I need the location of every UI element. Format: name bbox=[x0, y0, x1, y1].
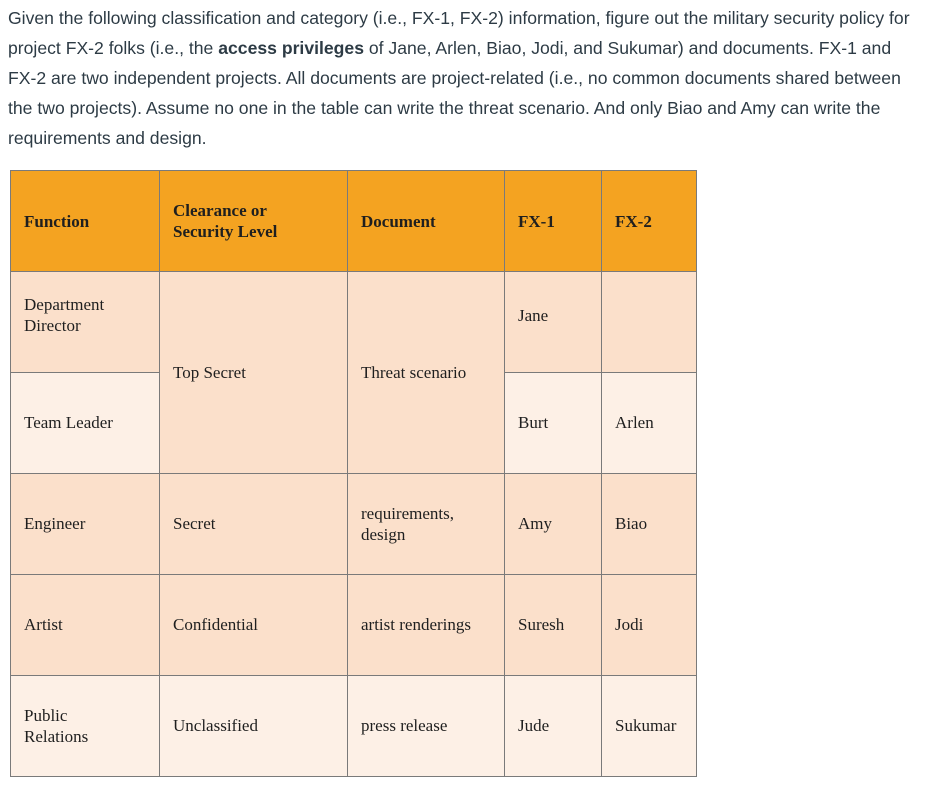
fx1-cell: Burt bbox=[505, 373, 602, 474]
security-table bbox=[10, 170, 697, 777]
table-row bbox=[11, 474, 697, 575]
document-line1: requirements, bbox=[361, 504, 454, 523]
function-cell: Artist bbox=[11, 575, 160, 676]
function-cell bbox=[11, 272, 160, 373]
fx1-cell: Jude bbox=[505, 676, 602, 777]
document-cell-merged: Threat scenario bbox=[348, 272, 505, 474]
clearance-cell: Unclassified bbox=[160, 676, 348, 777]
fx1-cell: Amy bbox=[505, 474, 602, 575]
header-fx2: FX-2 bbox=[602, 171, 697, 272]
header-fx1: FX-1 bbox=[505, 171, 602, 272]
function-line1: Public bbox=[24, 706, 68, 725]
header-row bbox=[11, 171, 697, 272]
question-bold-phrase: access privileges bbox=[218, 38, 364, 58]
document-line2: design bbox=[361, 525, 406, 544]
table-row bbox=[11, 272, 697, 373]
document-cell: press release bbox=[348, 676, 505, 777]
fx2-cell: Sukumar bbox=[602, 676, 697, 777]
header-clearance bbox=[160, 171, 348, 272]
fx2-cell: Arlen bbox=[602, 373, 697, 474]
function-line2: Relations bbox=[24, 727, 89, 746]
question-part-2: of Jane, Arlen, Biao, Jodi, and Sukumar) and documents. FX-1 and FX-2 are two independent projects. All documents are project-related (i.e., no common documents shared between the two projects). Assume no one in the table can write the threat scenario. And only Biao and Amy can write the requirements and design. bbox=[8, 38, 901, 148]
function-line1: Department bbox=[24, 295, 105, 314]
fx2-cell: Jodi bbox=[602, 575, 697, 676]
fx1-cell: Suresh bbox=[505, 575, 602, 676]
function-cell: Team Leader bbox=[11, 373, 160, 474]
header-function: Function bbox=[11, 171, 160, 272]
header-clearance-line2: Security Level bbox=[173, 222, 278, 241]
fx2-cell: Biao bbox=[602, 474, 697, 575]
header-clearance-line1: Clearance or bbox=[173, 201, 267, 220]
fx2-cell bbox=[602, 272, 697, 373]
clearance-cell-merged: Top Secret bbox=[160, 272, 348, 474]
table-row bbox=[11, 676, 697, 777]
document-cell: artist renderings bbox=[348, 575, 505, 676]
clearance-cell: Confidential bbox=[160, 575, 348, 676]
function-cell bbox=[11, 676, 160, 777]
document-cell bbox=[348, 474, 505, 575]
function-line2: Director bbox=[24, 316, 81, 335]
table-row bbox=[11, 575, 697, 676]
question-part-1: Given the following classification and category (i.e., FX-1, FX-2) information, figure out the military security policy for project FX-2 folks (i.e., the bbox=[8, 8, 910, 58]
fx1-cell: Jane bbox=[505, 272, 602, 373]
function-cell: Engineer bbox=[11, 474, 160, 575]
clearance-cell: Secret bbox=[160, 474, 348, 575]
header-document: Document bbox=[348, 171, 505, 272]
question-text bbox=[8, 3, 920, 153]
